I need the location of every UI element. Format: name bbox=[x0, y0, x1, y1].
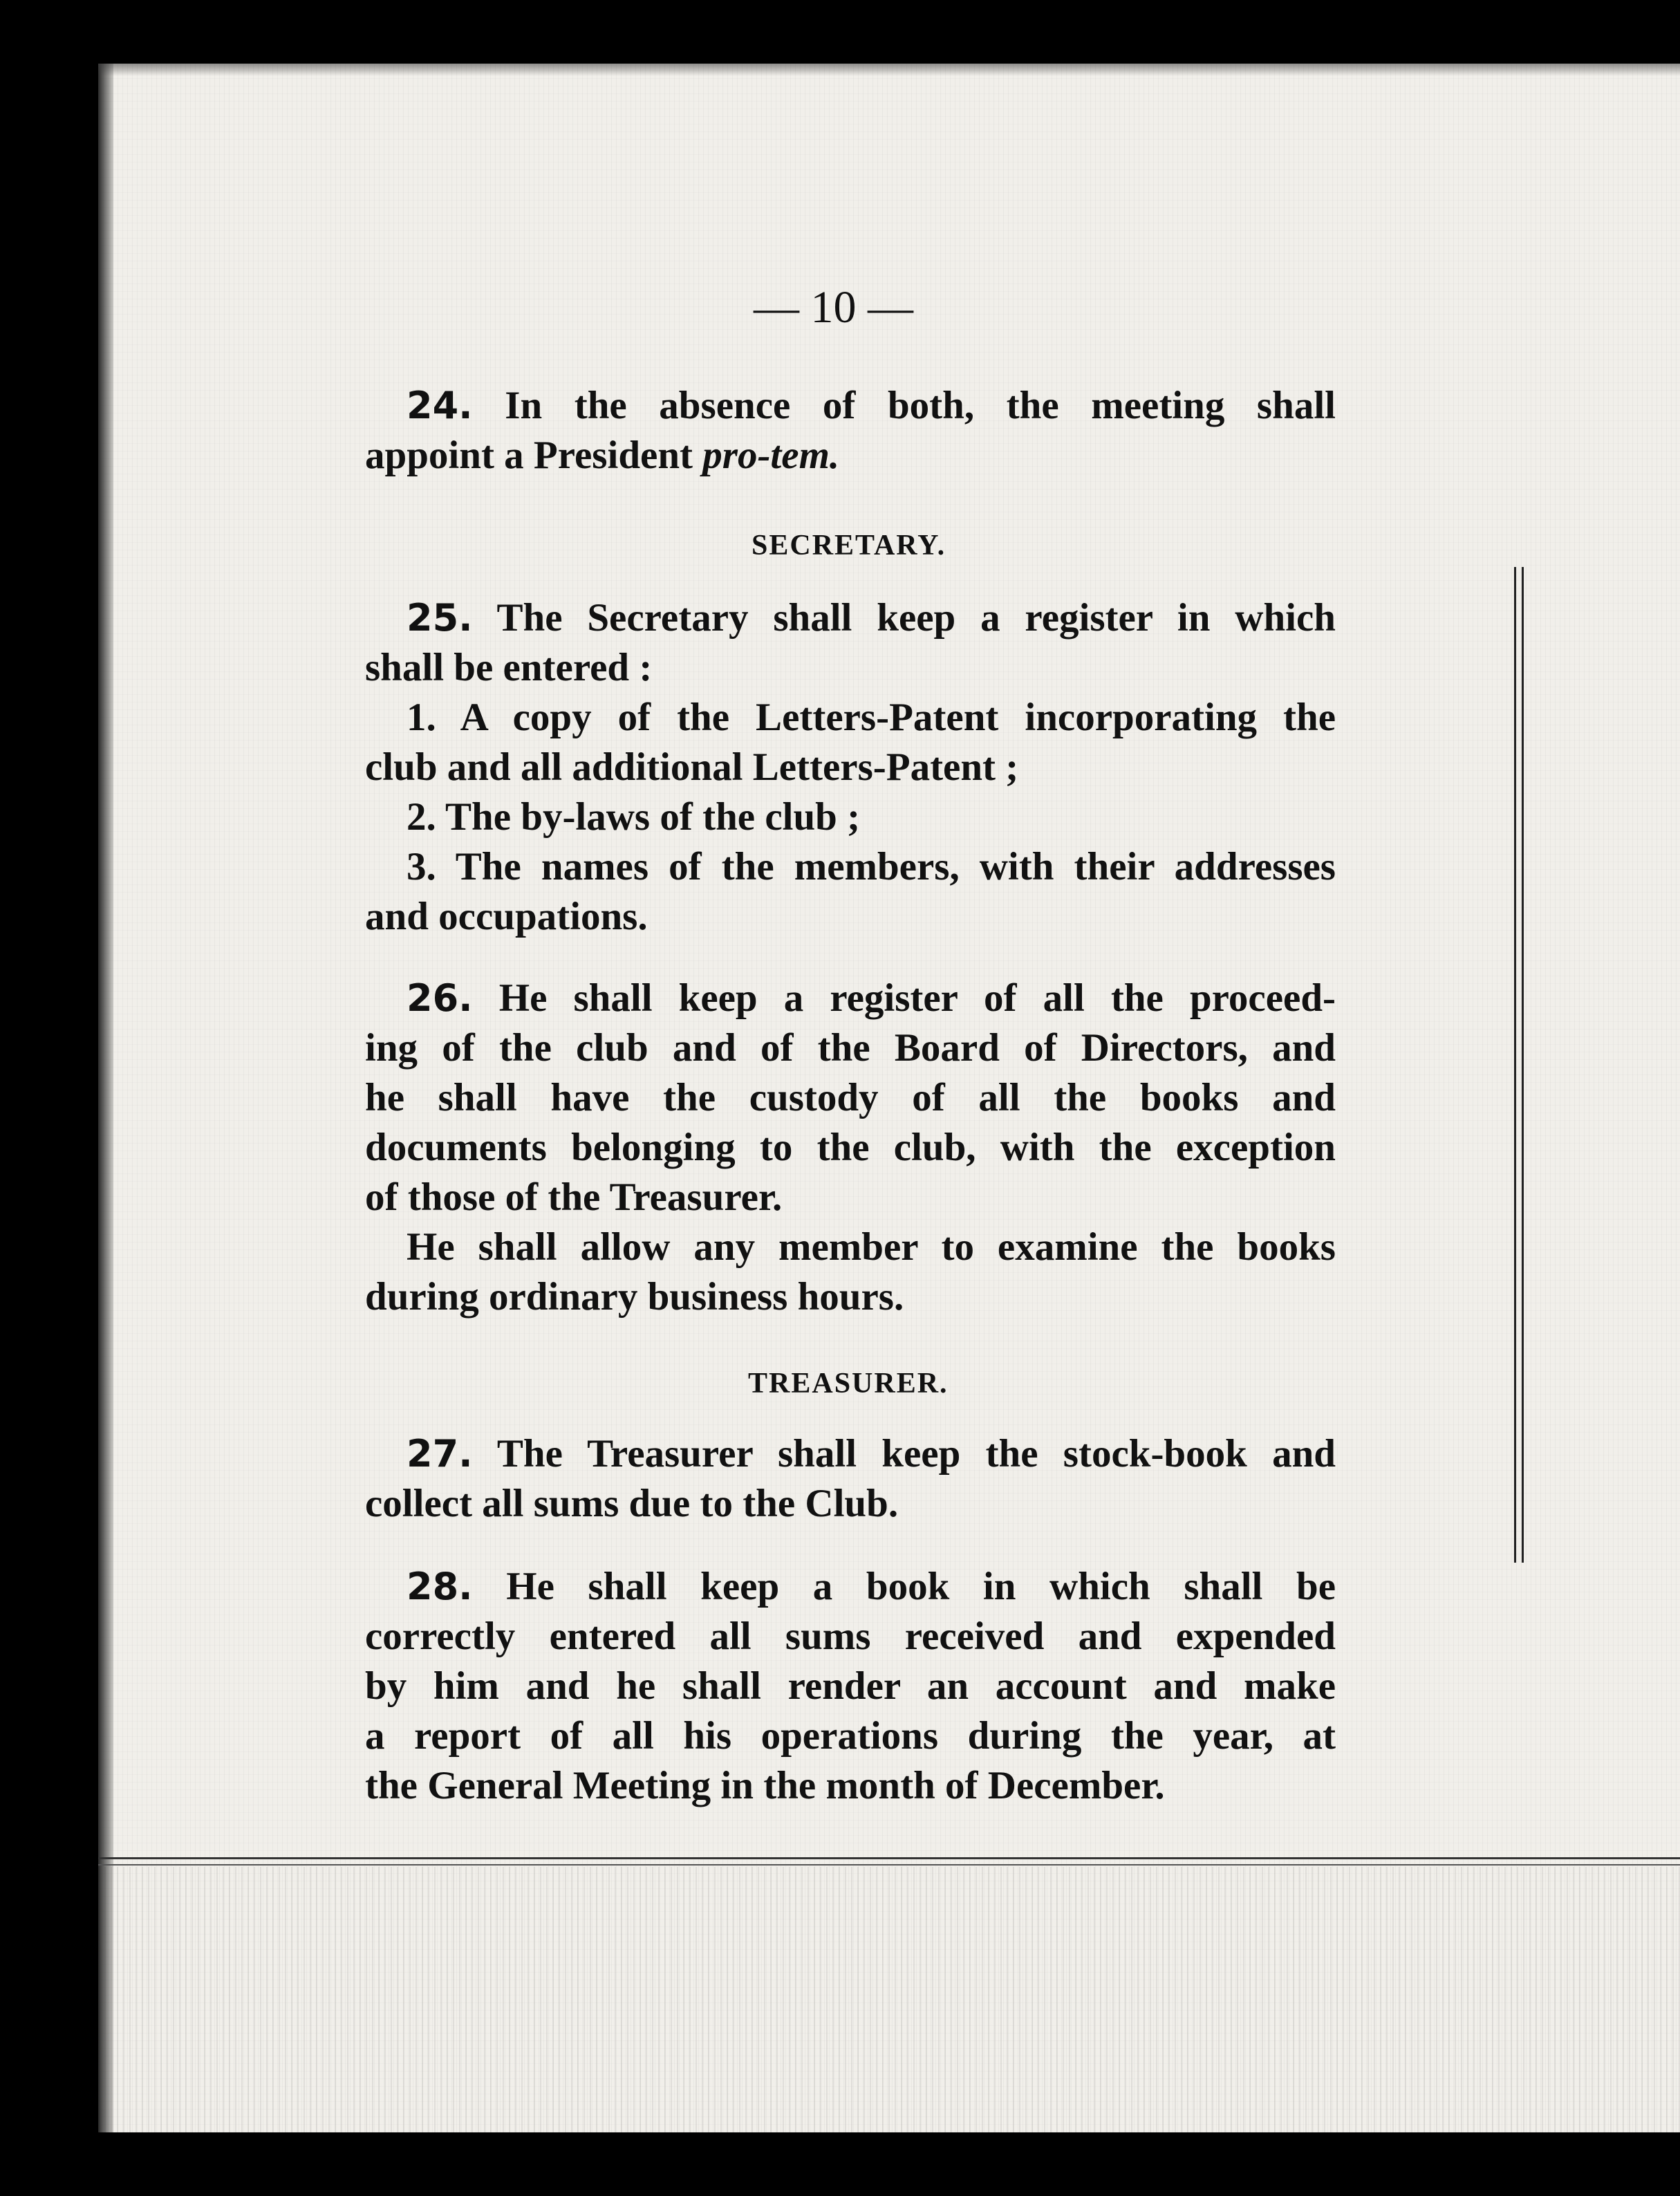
p25-item1-line1: 1. A copy of the Letters-Patent incorporating the bbox=[407, 696, 1336, 739]
p28-line2: correctly entered all sums received and expended bbox=[365, 1615, 1336, 1658]
p24-italic: pro-tem. bbox=[702, 434, 840, 477]
p26-line6: He shall allow any member to examine the books bbox=[407, 1225, 1336, 1269]
p28-line3: by him and he shall render an account and make bbox=[365, 1664, 1336, 1708]
p24-line1 bbox=[407, 381, 1336, 431]
p27-line2: collect all sums due to the Club. bbox=[365, 1482, 899, 1525]
p25-item3-line2: and occupations. bbox=[365, 895, 648, 938]
p28-line5: the General Meeting in the month of December. bbox=[365, 1764, 1165, 1807]
p27-number: 27. bbox=[407, 1432, 473, 1476]
p24-number: 24. bbox=[407, 384, 473, 427]
p26-line5: of those of the Treasurer. bbox=[365, 1175, 783, 1219]
p26-line3: he shall have the custody of all the books and bbox=[365, 1076, 1336, 1119]
p24-line2 bbox=[365, 431, 1336, 481]
p25-item1-line2: club and all additional Letters-Patent ; bbox=[365, 745, 1019, 789]
page-top-shadow bbox=[98, 64, 1680, 76]
page-edge-shadow bbox=[98, 64, 113, 2132]
p25-line1 bbox=[407, 593, 1336, 643]
p25-item2: 2. The by-laws of the club ; bbox=[407, 795, 861, 839]
p28-line4: a report of all his operations during the year, at bbox=[365, 1714, 1336, 1758]
heading-treasurer: TREASURER. bbox=[748, 1368, 949, 1399]
margin-bracket-mark bbox=[1514, 567, 1524, 1563]
bottom-rule bbox=[98, 1857, 1680, 1859]
p25-line2: shall be entered : bbox=[365, 646, 653, 689]
p28-line1 bbox=[407, 1562, 1336, 1612]
p24-text-2: appoint a President bbox=[365, 434, 703, 477]
scan-noise bbox=[98, 1867, 1680, 2132]
p24-text: In the absence of both, the meeting shall bbox=[472, 384, 1336, 427]
bottom-rule-secondary bbox=[98, 1864, 1680, 1865]
p27-text: The Treasurer shall keep the stock-book and bbox=[472, 1432, 1336, 1476]
p26-number: 26. bbox=[407, 976, 473, 1020]
p26-text: He shall keep a register of all the proceed- bbox=[472, 976, 1336, 1020]
heading-secretary: SECRETARY. bbox=[752, 530, 946, 561]
p26-line2: ing of the club and of the Board of Directors, and bbox=[365, 1026, 1336, 1070]
p27-line1 bbox=[407, 1429, 1336, 1479]
p26-line1 bbox=[407, 974, 1336, 1023]
p26-line7: during ordinary business hours. bbox=[365, 1275, 904, 1319]
p25-number: 25. bbox=[407, 596, 473, 640]
page-number: — 10 — bbox=[754, 282, 913, 333]
p28-number: 28. bbox=[407, 1565, 473, 1608]
p25-text: The Secretary shall keep a register in which bbox=[472, 596, 1336, 640]
p25-item3-line1: 3. The names of the members, with their addresses bbox=[407, 845, 1336, 888]
p28-text: He shall keep a book in which shall be bbox=[472, 1565, 1336, 1608]
p26-line4: documents belonging to the club, with the exception bbox=[365, 1126, 1336, 1169]
